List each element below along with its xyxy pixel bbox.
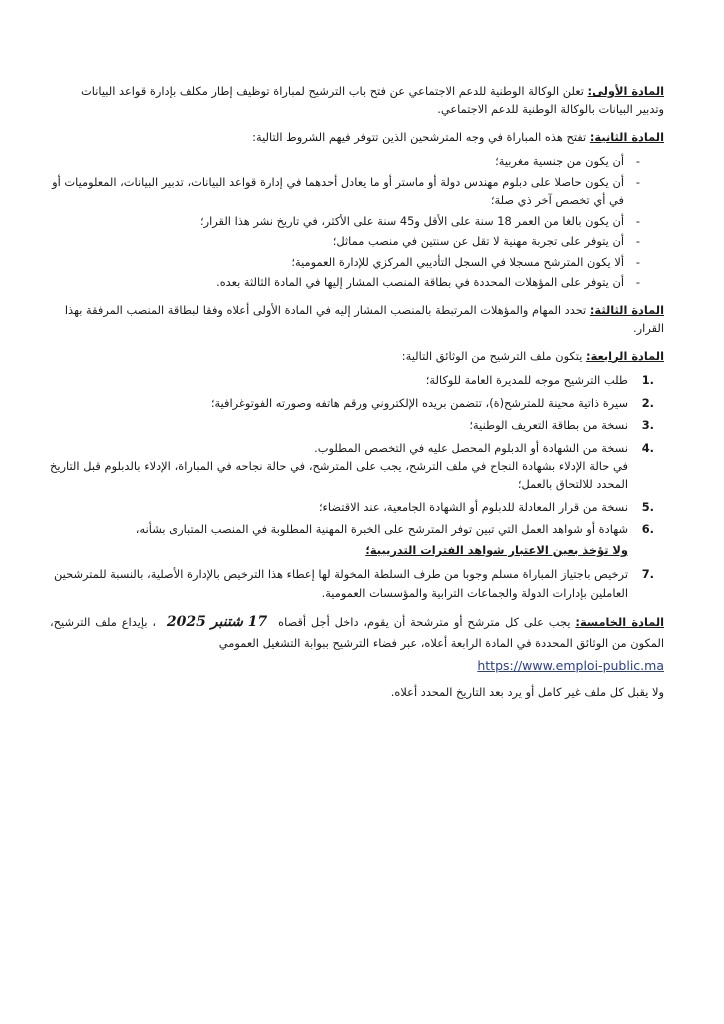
condition-item: - أن يتوفر على المؤهلات المحددة في بطاقة المنصب المشار إليها في المادة الثالثة بعده. bbox=[50, 273, 624, 291]
article-2 bbox=[50, 128, 664, 292]
item-number: 6. bbox=[641, 522, 654, 537]
item-text: نسخة من قرار المعادلة للدبلوم أو الشهادة الجامعية، عند الاقتضاء؛ bbox=[318, 499, 628, 514]
item-number: 2. bbox=[641, 395, 654, 410]
article-4-heading: المادة الرابعة: bbox=[586, 348, 664, 363]
article-5 bbox=[50, 611, 664, 701]
document-item bbox=[50, 520, 654, 559]
article-5-closing: ولا يقبل كل ملف غير كامل أو يرد بعد التاريخ المحدد أعلاه. bbox=[390, 684, 664, 699]
article-1-text: تعلن الوكالة الوطنية للدعم الاجتماعي عن فتح باب الترشيح لمباراة توظيف إطار مكلف بإدارة قواعد البيانات وتدبير البيانات بالوكالة الوطنية للدعم الاجتماعي. bbox=[81, 84, 664, 117]
item-extra-text: في حالة الإدلاء بشهادة النجاح في ملف الترشح، يجب على المترشح، في حالة نجاحه في المباراة، الإدلاء بالدبلوم قبل التاريخ المحدد للالتحاق بالعمل؛ bbox=[50, 458, 628, 492]
item-number: 1. bbox=[641, 373, 654, 388]
item-number: 4. bbox=[641, 440, 654, 455]
condition-item: - أن يكون من جنسية مغربية؛ bbox=[50, 152, 624, 170]
item-text: نسخة من الشهادة أو الدبلوم المحصل عليه في التخصص المطلوب. bbox=[314, 440, 628, 455]
document-item bbox=[50, 394, 654, 412]
item-text: نسخة من بطاقة التعريف الوطنية؛ bbox=[469, 418, 628, 433]
conditions-list bbox=[50, 152, 664, 291]
condition-item: - أن يتوفر على تجربة مهنية لا تقل عن سنتين في منصب مماثل؛ bbox=[50, 232, 624, 250]
condition-item: - أن يكون بالغا من العمر 18 سنة على الأقل و45 سنة على الأكثر، في تاريخ نشر هذا القرار؛ bbox=[50, 212, 624, 230]
training-certificates-note: ولا تؤخذ بعين الاعتبار شواهد الفترات التدريبية؛ bbox=[365, 542, 628, 557]
document-item bbox=[50, 371, 654, 389]
article-3 bbox=[50, 301, 664, 338]
article-5-after-date: ، بإيداع ملف الترشيح، المكون من الوثائق المحددة في المادة الرابعة أعلاه، عبر فضاء الترشيح ببوابة التشغيل العمومي bbox=[50, 615, 664, 650]
condition-item: - أن يكون حاصلا على دبلوم مهندس دولة أو ماستر أو ما يعادل أحدهما في إدارة قواعد البيانات، تدبير البيانات، المعلوميات أو في أي تخصص آخر ذي صلة؛ bbox=[50, 173, 624, 210]
condition-item: - ألا يكون المترشح مسجلا في السجل التأديبي المركزي للإدارة العمومية؛ bbox=[50, 253, 624, 271]
article-5-lead: يجب على كل مترشح أو مترشحة أن يقوم، داخل أجل أقصاه bbox=[278, 615, 571, 630]
article-5-heading: المادة الخامسة: bbox=[575, 615, 665, 630]
emploi-public-link[interactable]: https://www.emploi-public.ma bbox=[477, 658, 664, 674]
item-text: ترخيص باجتياز المباراة مسلم وجوبا من طرف السلطة المخولة لها إعطاء هذا الترخيص بالإدارة الأصلية، بالنسبة للمترشحين العاملين بإدارات الدولة والجماعات الترابية والمؤسسات العمومية. bbox=[53, 567, 628, 600]
document-item bbox=[50, 565, 654, 602]
handwritten-deadline-date: 17 شتنبر 2025 bbox=[166, 614, 268, 631]
document-item bbox=[50, 439, 654, 494]
article-4 bbox=[50, 347, 664, 603]
article-2-heading: المادة الثانية: bbox=[589, 129, 664, 144]
item-number: 3. bbox=[641, 418, 654, 433]
item-text: شهادة أو شواهد العمل التي تبين توفر المترشح على الخبرة المهنية المطلوبة في المنصب المتبارى بشأنه، bbox=[135, 522, 628, 537]
item-number: 7. bbox=[641, 567, 654, 582]
article-2-intro: تفتح هذه المباراة في وجه المترشحين الذين تتوفر فيهم الشروط التالية: bbox=[252, 129, 587, 144]
document-item bbox=[50, 416, 654, 434]
document-item bbox=[50, 498, 654, 516]
article-3-heading: المادة الثالثة: bbox=[589, 302, 664, 317]
article-4-intro: يتكون ملف الترشيح من الوثائق التالية: bbox=[401, 348, 583, 363]
article-1 bbox=[50, 82, 664, 119]
article-1-heading: المادة الأولى: bbox=[587, 84, 664, 98]
item-text: طلب الترشيح موجه للمديرة العامة للوكالة؛ bbox=[425, 373, 628, 388]
article-3-text: تحدد المهام والمؤهلات المرتبطة بالمنصب المشار إليه في المادة الأولى أعلاه وفقا لبطاقة المنصب المرفقة بهذا القرار. bbox=[64, 302, 664, 336]
documents-list bbox=[50, 371, 664, 602]
item-text: سيرة ذاتية محينة للمترشح(ة)، تتضمن بريده الإلكتروني ورقم هاتفه وصورته الفوتوغرافية؛ bbox=[210, 395, 628, 410]
item-number: 5. bbox=[641, 499, 654, 514]
